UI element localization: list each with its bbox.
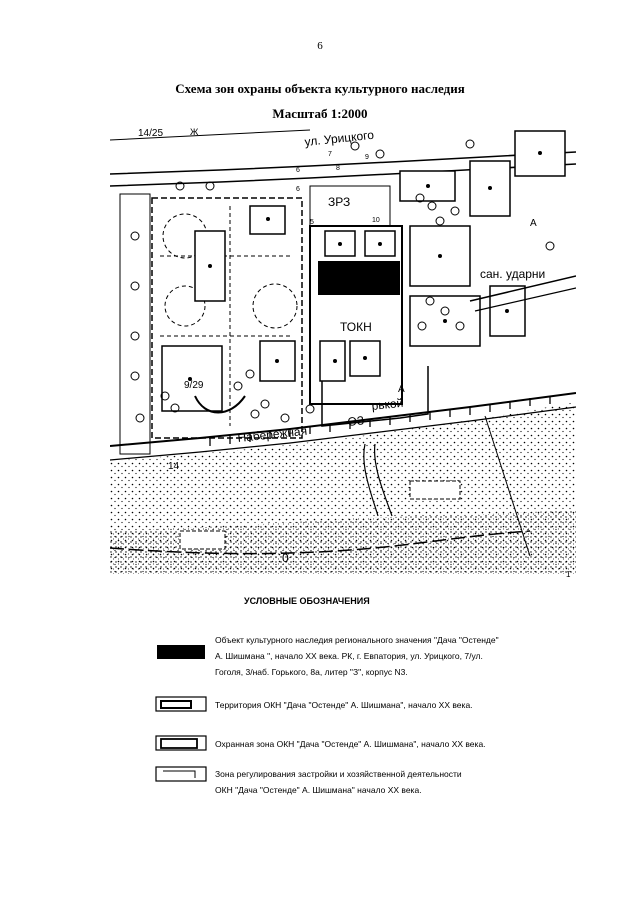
zrz-label: ЗРЗ (328, 195, 351, 209)
point-label-9: 9 (365, 154, 369, 161)
site-plan-map (110, 126, 576, 574)
building-park-corner (162, 346, 222, 411)
street-right-label: сан. ударни (480, 267, 546, 281)
letter-a-right: А (530, 218, 537, 229)
legend-item-1-line-2: А. Шишмана ", начало XX века. РК, г. Евпатория, ул. Урицкого, 7/ул. (215, 651, 483, 661)
sea-zero-label: 0 (282, 551, 289, 565)
house-number-bottom: 14 (168, 461, 180, 472)
oz-label: ОЗ (346, 413, 365, 429)
legend-item-regulation-zone (215, 766, 575, 798)
legend-symbol-regulation-zone (155, 766, 207, 782)
document-title: Схема зон охраны объекта культурного наследия (175, 81, 465, 96)
margin-mark: 1 (566, 570, 571, 579)
page-number: 6 (317, 40, 323, 52)
legend-item-4-line-1: Зона регулирования застройки и хозяйственной деятельности (215, 769, 462, 779)
heritage-object (318, 261, 400, 295)
map-scale: Масштаб 1:2000 (272, 106, 368, 121)
legend-symbol-protection-zone (155, 735, 207, 751)
point-label-6: 6 (296, 167, 300, 174)
legend-item-4-line-2: ОКН "Дача "Остенде" А. Шишмана" начало XX века. (215, 785, 422, 795)
small-mark-2: 6 (296, 186, 300, 193)
legend-item-3-line-1: Охранная зона ОКН "Дача "Остенде" А. Шишмана", начало XX века. (215, 739, 486, 749)
legend-symbol-heritage-object (157, 645, 205, 659)
point-label-8: 8 (336, 165, 340, 172)
legend-item-2-line-1: Территория ОКН "Дача "Остенде" А. Шишмана", начало XX века. (215, 700, 473, 710)
house-number-mid: 9/29 (184, 380, 204, 391)
letter-a-bottom: А (398, 384, 405, 395)
house-number-top: 14/25 (138, 128, 164, 139)
legend-title: УСЛОВНЫЕ ОБОЗНАЧЕНИЯ (244, 596, 370, 606)
street-top-label: ул. Урицкого (303, 127, 375, 149)
small-mark-1: Ж (190, 127, 199, 137)
embankment-label: Набережная (236, 423, 308, 445)
point-label-5: 5 (310, 219, 314, 226)
legend-item-heritage-object (215, 632, 575, 680)
legend-item-1-line-1: Объект культурного наследия регионального значения "Дача "Остенде" (215, 635, 499, 645)
legend-item-1-line-3: Гоголя, 3/наб. Горького, 8а, литер "З", корпус N3. (215, 667, 408, 677)
point-label-10: 10 (372, 217, 380, 224)
point-label-7: 7 (328, 151, 332, 158)
left-block-outline (120, 194, 150, 454)
legend-item-protection-zone (215, 736, 575, 752)
beach-structure-1 (410, 481, 460, 499)
tokn-label: ТОКН (340, 320, 372, 334)
legend-symbol-territory (155, 696, 207, 712)
legend-item-territory (215, 697, 575, 713)
surrounding-buildings (260, 131, 565, 381)
beach-structure-2 (180, 531, 225, 549)
embankment-label-suffix: рькой (370, 395, 404, 413)
